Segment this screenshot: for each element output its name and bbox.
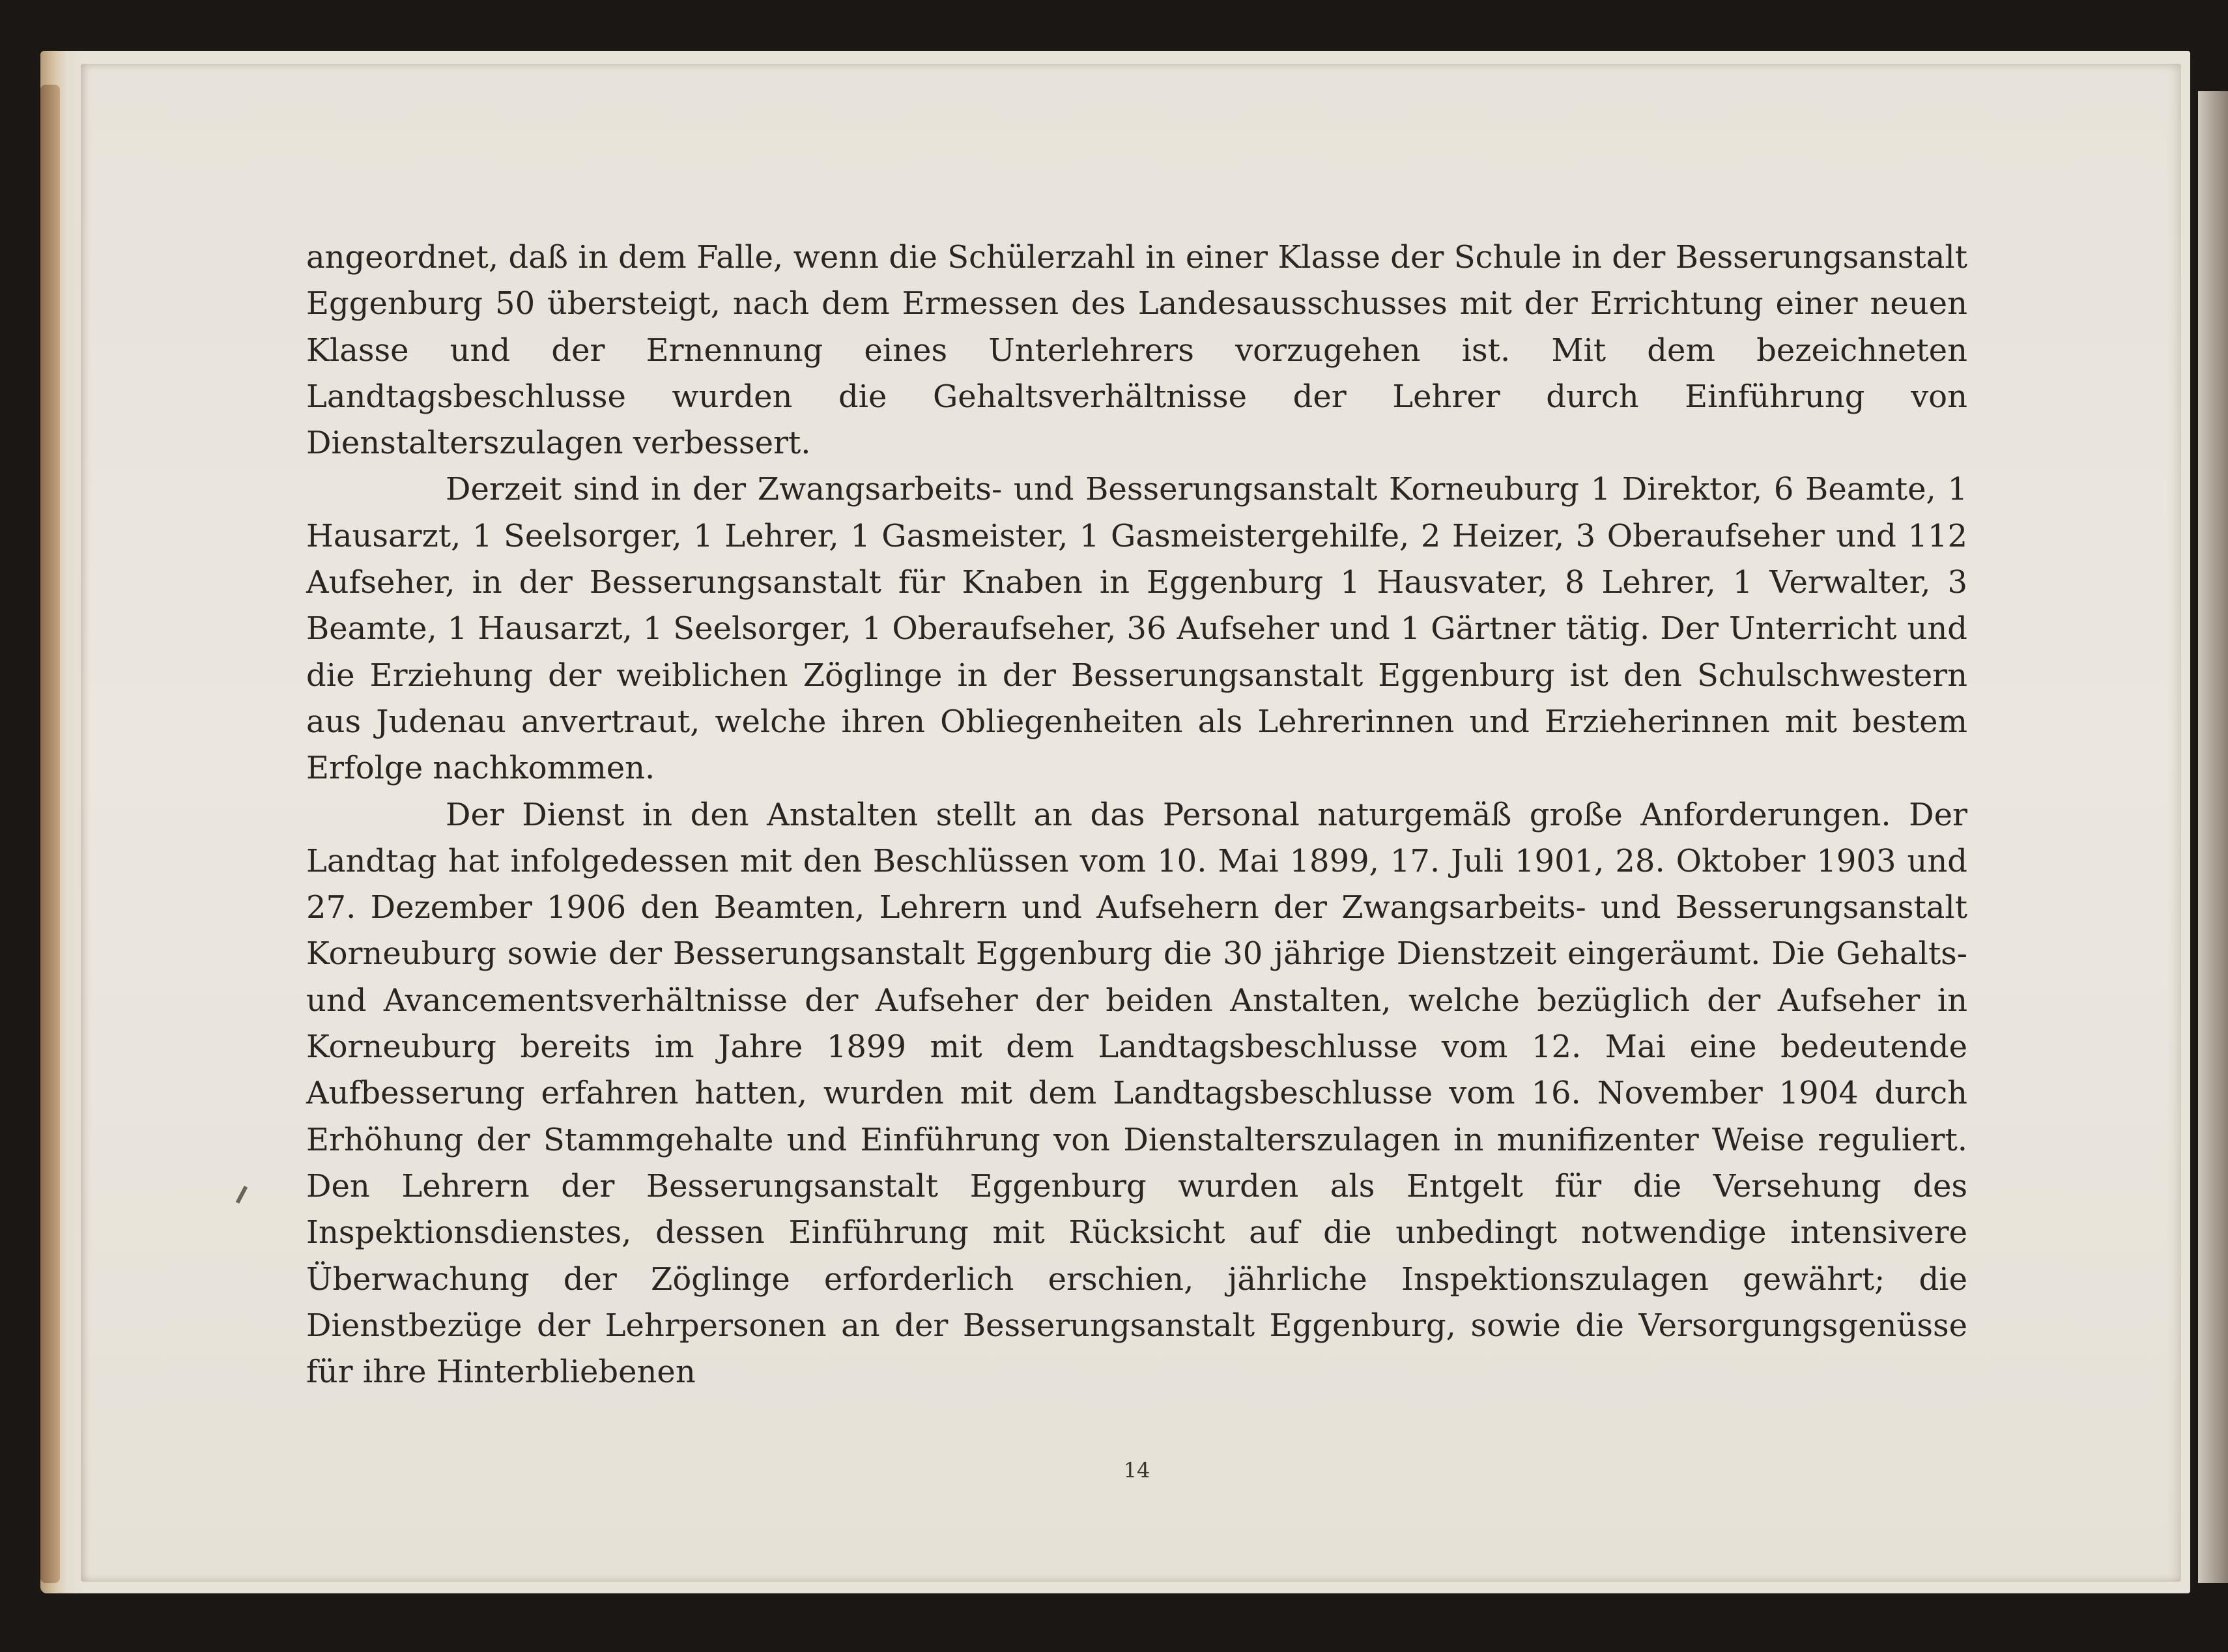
paragraph-3: Der Dienst in den Anstalten stellt an das Personal naturgemäß große Anforderungen. Der Landtag hat infolgedessen mit den Beschlüssen vom 10. Mai 1899, 17. Juli 1901, 28. Oktober 1903 und 27. Dezember 1906 den Beamten, Lehrern und Aufsehern der Zwangsarbeits- und Besserungsanstalt Korneuburg sowie der Besserungsanstalt Eggenburg die 30 jährige Dienstzeit eingeräumt. Die Gehalts- und Avancementsverhältnisse der Aufseher der beiden Anstalten, welche bezüglich der Aufseher in Korneuburg bereits im Jahre 1899 mit dem Landtagsbeschlusse vom 12. Mai eine bedeutende Aufbesserung erfahren hatten, wurden mit dem Landtagsbeschlusse vom 16. November 1904 durch Erhöhung der Stammgehalte und Einführung von Dienstalterszulagen in munifizenter Weise reguliert. Den Lehrern der Besserungsanstalt Eggenburg wurden als Entgelt für die Versehung des Inspektionsdienstes, dessen Einführung mit Rücksicht auf die unbedingt notwendige intensivere Überwachung der Zöglinge erforderlich erschien, jährliche Inspektionszulagen gewährt; die Dienstbezüge der Lehrpersonen an der Besserungsanstalt Eggenburg, sowie die Versorgungsgenüsse für ihre Hinterbliebenen xyxy=(306,796,1967,1391)
binding-edge xyxy=(40,85,60,1583)
page-number: 14 xyxy=(1123,1458,1150,1483)
paragraph-2: Derzeit sind in der Zwangsarbeits- und Besserungsanstalt Korneuburg 1 Direktor, 6 Beamte, 1 Hausarzt, 1 Seelsorger, 1 Lehrer, 1 Gasmeister, 1 Gasmeistergehilfe, 2 Heizer, 3 Oberaufseher und 112 Aufseher, in der Besserungsanstalt für Knaben in Eggenburg 1 Hausvater, 8 Lehrer, 1 Verwalter, 3 Beamte, 1 Hausarzt, 1 Seelsorger, 1 Oberaufseher, 36 Aufseher und 1 Gärtner tätig. Der Unterricht und die Erziehung der weiblichen Zöglinge in der Besserungsanstalt Eggenburg ist den Schulschwestern aus Judenau anvertraut, welche ihren Obliegenheiten als Lehrerinnen und Erzieherinnen mit bestem Erfolge nachkommen. xyxy=(306,471,1967,787)
right-page-shadow xyxy=(2198,91,2228,1583)
paragraph-1: angeordnet, daß in dem Falle, wenn die Schülerzahl in einer Klasse der Schule in der Besserungsanstalt Eggenburg 50 übersteigt, nach dem Ermessen des Landesausschusses mit der Errichtung einer neuen Klasse und der Ernennung eines Unterlehrers vorzugehen ist. Mit dem bezeichneten Landtagsbeschlusse wurden die Gehaltsverhältnisse der Lehrer durch Einführung von Dienstalterszulagen verbessert. xyxy=(306,239,1967,462)
body-text xyxy=(306,235,1967,1395)
